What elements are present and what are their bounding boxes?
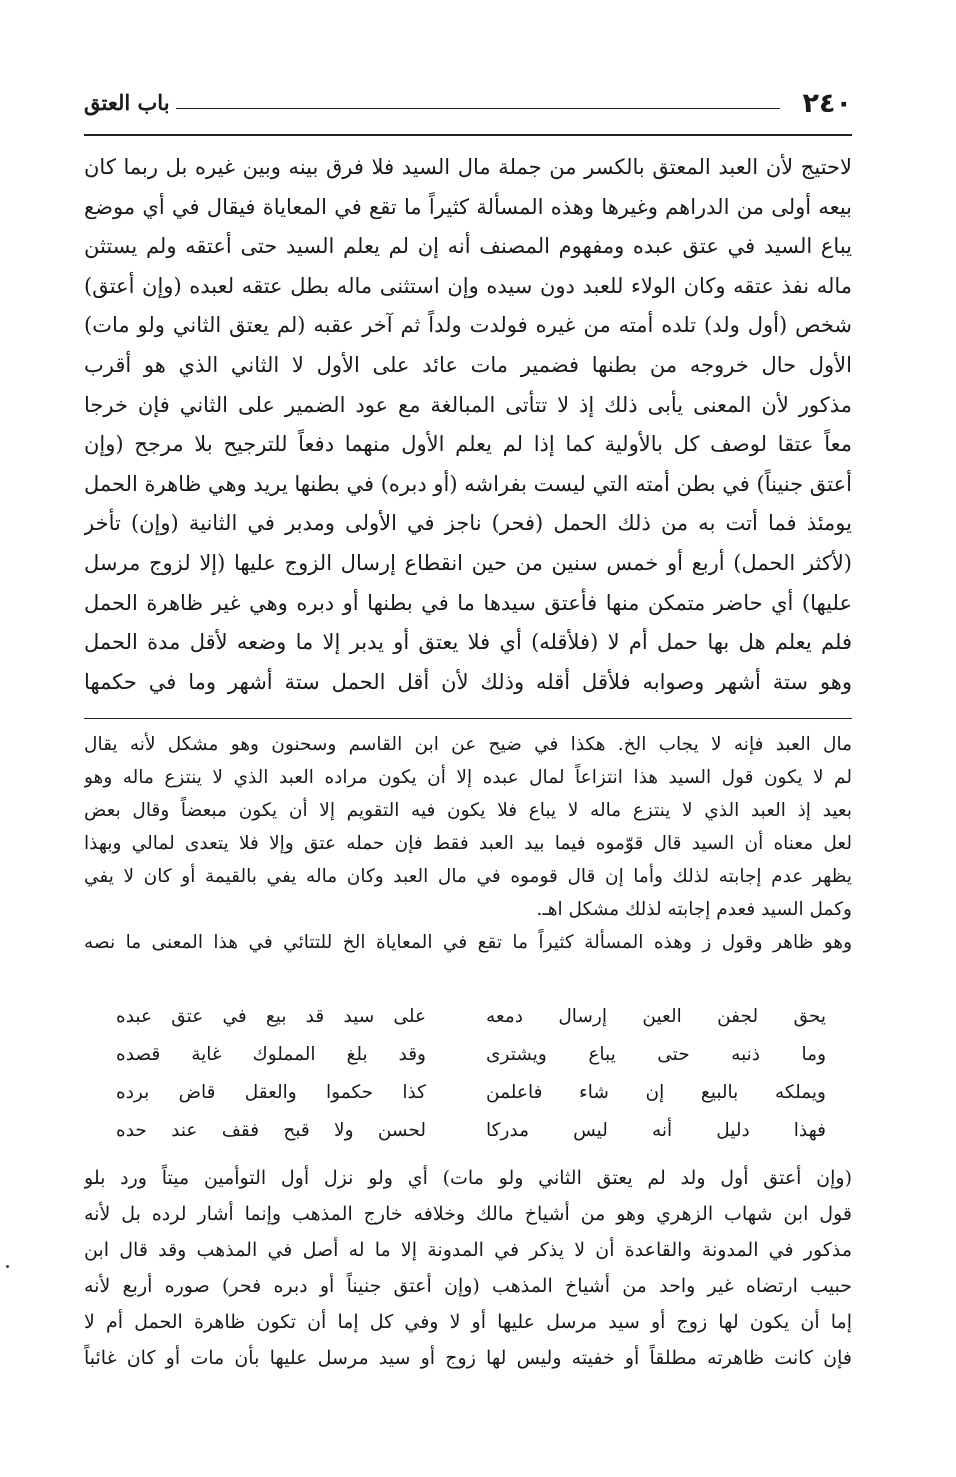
main-line: لاحتيج لأن العبد المعتق بالكسر من جملة مال السيد فلا فرق بينه وبين غيره بل ربما كان — [84, 155, 852, 179]
main-line: فلم يعلم هل بها حمل أم لا (فلأقله) أي فلا يعتق أو يدبر إلا ما وضعه لأقل مدة الحمل — [84, 630, 852, 655]
footnote-line: لعل معناه أن السيد قال قوّموه فيما بيد العبد فقط فإن حمله عتق وإلا فلا يتعدى لمالي وبهذا — [84, 833, 852, 854]
verse-second-half: لحسن ولا قبح فقف عند حده — [116, 1120, 426, 1141]
main-line: شخص (أول ولد) تلده أمته من غيره فولدت ولداً ثم آخر عقبه (لم يعتق الثاني ولو مات) — [84, 313, 852, 338]
poem — [116, 998, 826, 1150]
main-line: مذكور لأن المعنى يأبى ذلك إذ لا تتأتى المبالغة مع عود الضمير على الثاني فإن خرجا — [84, 392, 852, 417]
margin-speck — [6, 1265, 9, 1268]
footnotes-continued — [84, 1160, 852, 1376]
footnote-line: لم لا يكون قول السيد هذا انتزاعاً لمال عبده إلا أن يكون مراده العبد الذي لا ينتزع ماله وهو — [84, 767, 852, 788]
footnote-line: وهو ظاهر وقول ز وهذه المسألة كثيراً ما تقع في المعاياة الخ للتتائي في هذا المعنى ما نصه — [84, 932, 852, 953]
poem-verse — [116, 1112, 826, 1150]
page-number: ٢٤٠ — [802, 88, 852, 119]
main-line: يومئذ فما أتت به من ذلك الحمل (فحر) ناجز في الأولى ومدبر في الثانية (وإن) تأخر — [84, 511, 852, 536]
poem-verse — [116, 998, 826, 1036]
running-header — [84, 88, 852, 124]
verse-second-half: على سيد قد بيع في عتق عبده — [116, 1006, 426, 1027]
footnote-line: حبيب ارتضاه غير واحد من أشياخ المذهب (وإن أعتق جنيناً أو دبره فحر) صوره أربع لأنه — [84, 1275, 852, 1297]
main-line: وهو ستة أشهر وصوابه فلأقل أقله وذلك لأن أقل الحمل ستة أشهر وما في حكمها — [84, 669, 852, 694]
main-text — [84, 148, 852, 702]
main-line: الأول حال خروجه من بطنها فضمير مات عائد على الأول لا الثاني الذي هو أقرب — [84, 352, 852, 377]
verse-first-half: فهذا دليل أنه ليس مدركا — [486, 1120, 826, 1141]
poem-verse — [116, 1036, 826, 1074]
verse-second-half: كذا حكموا والعقل قاض برده — [116, 1082, 426, 1103]
footnote-line: (وإن أعتق أول ولد لم يعتق الثاني ولو مات) أي ولو نزل أول التوأمين ميتاً ورد بلو — [84, 1167, 852, 1189]
verse-second-half: وقد بلغ المملوك غاية قصده — [116, 1044, 426, 1065]
footnote-line: يظهر عدم إجابته لذلك وأما إن قال قوموه في مال العبد وكان ماله يفي بالقيمة أو كان لا يفي — [84, 866, 852, 887]
verse-first-half: وما ذنبه حتى يباع ويشترى — [486, 1044, 826, 1065]
main-line: أعتق جنيناً) في بطن أمته التي ليست بفراشه (أو دبره) في بطنها يريد وهي ظاهرة الحمل — [84, 471, 852, 496]
footnotes — [84, 728, 852, 959]
chapter-title: باب العتق — [84, 90, 170, 115]
footnote-line: مذكور في المدونة والقاعدة أن لا يذكر في المدونة إلا ما له أصل في المذهب وقد قال ابن — [84, 1239, 852, 1261]
footnote-line: فإن كانت ظاهرته مطلقاً أو خفيته وليس لها زوج أو سيد مرسل عليها بأن مات أو كان غائباً — [84, 1347, 852, 1369]
header-rule — [84, 134, 852, 136]
footnote-separator — [84, 718, 852, 719]
footnote-line: وكمل السيد فعدم إجابته لذلك مشكل اهـ. — [536, 899, 852, 920]
main-line: ماله نفذ عتقه وكان الولاء للعبد دون سيده وإن استثنى ماله بطل عتقه لعبده (وإن أعتق) — [84, 273, 852, 298]
main-line: عليها) أي حاضر متمكن منها فأعتق سيدها ما في بطنها أو دبره وهي غير ظاهرة الحمل — [84, 590, 852, 615]
footnote-line: قول ابن شهاب الزهري وهو من أشياخ مالك وخلافه خارج المذهب وإنما أشار لرده بل لأنه — [84, 1203, 852, 1225]
footnote-line: مال العبد فإنه لا يجاب الخ. هكذا في ضيح عن ابن القاسم وسحنون وهو مشكل لأنه يقال — [84, 734, 852, 755]
main-line: (لأكثر الحمل) أربع أو خمس سنين من حين انقطاع إرسال الزوج عليها (إلا لزوج مرسل — [84, 550, 852, 575]
verse-first-half: ويملكه بالبيع إن شاء فاعلمن — [486, 1082, 826, 1103]
main-line: بيعه أولى من الدراهم وغيرها وهذه المسألة كثيراً ما تقع في المعاياة فيقال في أي موضع — [84, 194, 852, 219]
main-line: معاً عتقا لوصف كل بالأولية كما إذا لم يعلم الأول منهما دفعاً للترجيح بلا مرجح (وإن — [84, 432, 852, 457]
verse-first-half: يحق لجفن العين إرسال دمعه — [486, 1006, 826, 1027]
header-line — [176, 108, 780, 109]
poem-verse — [116, 1074, 826, 1112]
footnote-line: إما أن يكون لها زوج أو سيد مرسل عليها أو لا وفي كل إما أن تكون ظاهرة الحمل أم لا — [84, 1311, 852, 1333]
main-line: يباع السيد في عتق عبده ومفهوم المصنف أنه إن لم يعلم السيد حتى أعتقه ولم يستثن — [84, 234, 852, 259]
footnote-line: بعيد إذ العبد الذي لا ينتزع ماله لا يباع فلا يكون فيه التقويم إلا أن يكون مبعضاً وقال بعض — [84, 800, 852, 821]
